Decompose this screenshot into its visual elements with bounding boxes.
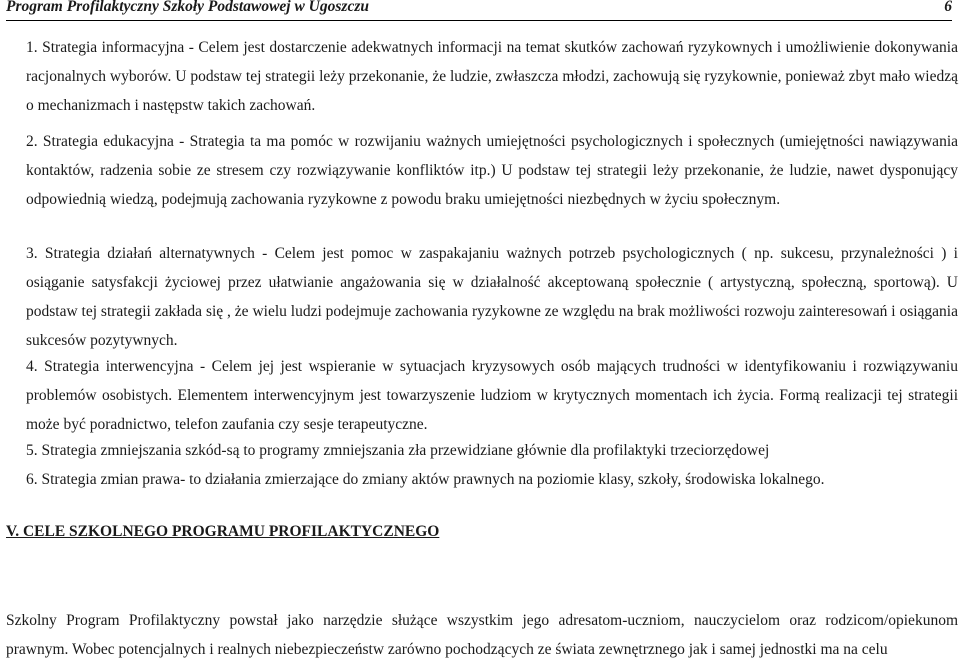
strategy-item-1: 1. Strategia informacyjna - Celem jest dostarczenie adekwatnych informacji na temat skutków zachowań ryzykownych i umożliwienie dokonywania racjonalnych wyborów. U podstaw tej strategii leży przekonanie, że ludzie, zwłaszcza młodzi, zachowują się ryzykownie, ponieważ zbyt mało wiedzą o mechanizmach i następstw takich zachowań. — [26, 39, 958, 114]
strategy-item-4: 4. Strategia interwencyjna - Celem jej jest wspieranie w sytuacjach kryzysowych osób mających trudności w identyfikowaniu i rozwiązywaniu problemów osobistych. Elementem interwencyjnym jest towarzyszenie ludziom w krytycznych momentach ich życia. Formą realizacji tej strategii może być poradnictwo, telefon zaufania czy sesje terapeutyczne. — [26, 358, 958, 433]
strategy-item-2: 2. Strategia edukacyjna - Strategia ta ma pomóc w rozwijaniu ważnych umiejętności psychologicznych i społecznych (umiejętności nawiązywania kontaktów, radzenia sobie ze stresem czy rozwiązywanie konfliktów itp.) U podstaw tej strategii leży przekonanie, że ludzie, nawet dysponujący odpowiednią wiedzą, podejmują zachowania ryzykowne z powodu braku umiejętności niezbędnych w życiu społecznym. — [26, 133, 958, 208]
document-title: Program Profilaktyczny Szkoły Podstawowej w Ugoszczu — [6, 0, 369, 15]
strategy-item-3: 3. Strategia działań alternatywnych - Celem jest pomoc w zaspakajaniu ważnych potrzeb psychologicznych ( np. sukcesu, przynależności ) i osiąganie satysfakcji życiowej przez ułatwianie angażowania się w działalność akceptowaną społecznie ( artystyczną, społeczną, sportową). U podstaw tej strategii zakłada się , że wielu ludzi podejmuje zachowania ryzykowne ze względu na brak możliwości rozwoju zainteresowań i osiągania sukcesów pozytywnych. — [26, 245, 958, 349]
section-heading: V. CELE SZKOLNEGO PROGRAMU PROFILAKTYCZNEGO — [6, 523, 440, 540]
page-number: 6 — [944, 0, 952, 15]
strategy-item-6: 6. Strategia zmian prawa- to działania zmierzające do zmiany aktów prawnych na poziomie klasy, szkoły, środowiska lokalnego. — [26, 471, 825, 488]
page-header — [6, 0, 952, 21]
section-paragraph: Szkolny Program Profilaktyczny powstał jako narzędzie służące wszystkim jego adresatom-uczniom, nauczycielom oraz rodzicom/opiekunom prawnym. Wobec potencjalnych i realnych niebezpieczeństw zarówno pochodzących ze świata zewnętrznego jak i samej jednostki ma na celu — [6, 612, 958, 658]
strategy-item-5: 5. Strategia zmniejszania szkód-są to programy zmniejszania zła przewidziane głównie dla profilaktyki trzeciorzędowej — [26, 442, 770, 459]
